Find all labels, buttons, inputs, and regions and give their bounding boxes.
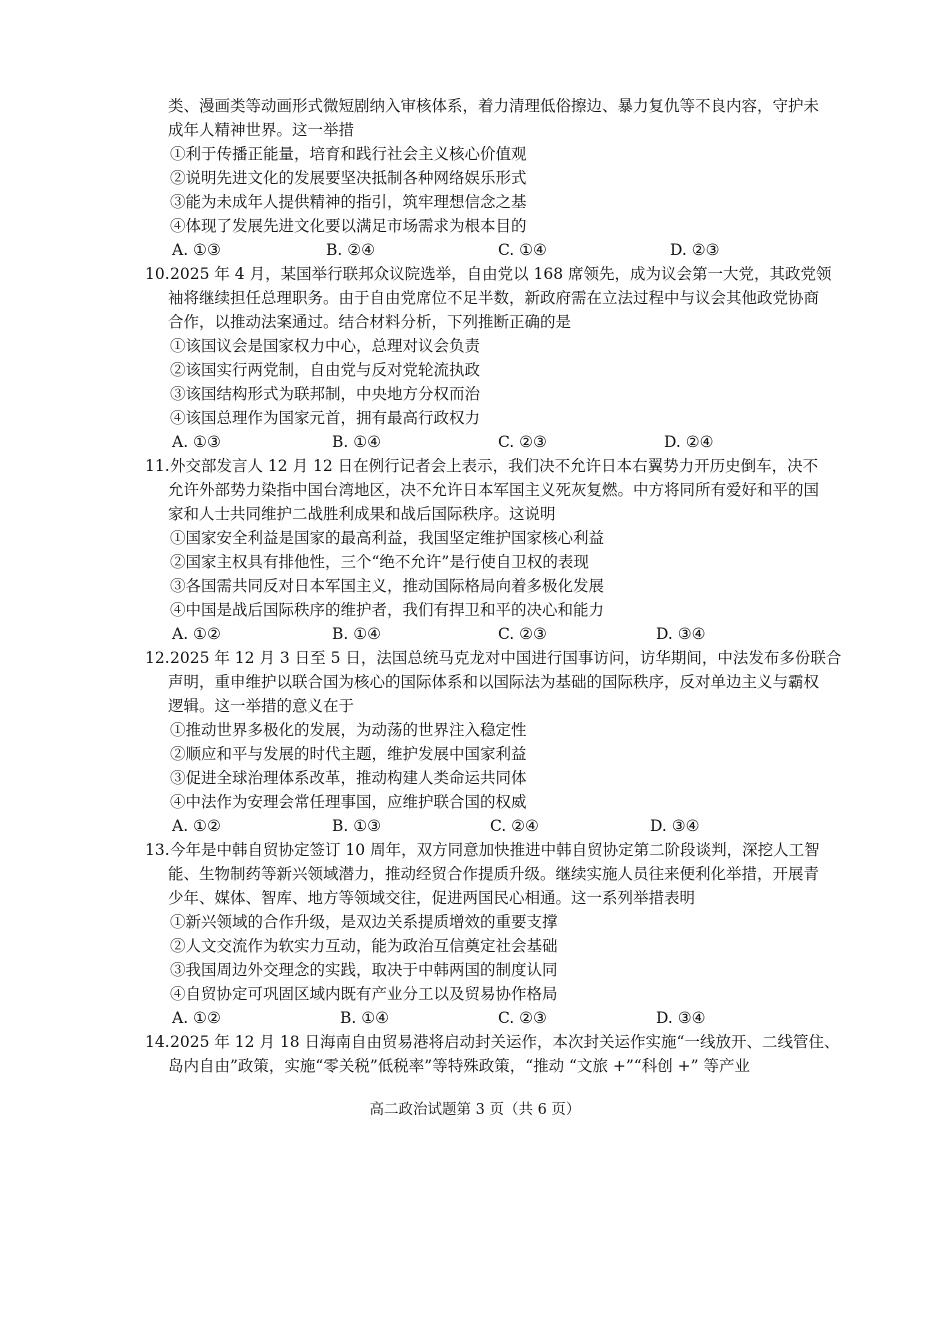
- question-text-line: 允许外部势力染指中国台湾地区，决不允许日本军国主义死灰复燃。中方将同所有爱好和平的国: [168, 481, 820, 499]
- answer-choice-c: C. ②④: [490, 817, 539, 835]
- statement-option: ②国家主权具有排他性，三个“绝不允许”是行使自卫权的表现: [170, 553, 589, 571]
- statement-option: ④该国总理作为国家元首，拥有最高行政权力: [170, 409, 481, 427]
- statement-option: ④体现了发展先进文化要以满足市场需求为根本目的: [170, 217, 527, 235]
- statement-option: ③我国周边外交理念的实践，取决于中韩两国的制度认同: [170, 961, 558, 979]
- question-number: 11.: [145, 457, 170, 475]
- statement-option: ③该国结构形式为联邦制，中央地方分权而治: [170, 385, 481, 403]
- statement-option: ②该国实行两党制，自由党与反对党轮流执政: [170, 361, 481, 379]
- statement-option: ①利于传播正能量，培育和践行社会主义核心价值观: [170, 145, 527, 163]
- question-number: 13.: [145, 841, 170, 859]
- statement-option: ②人文交流作为软实力互动，能为政治互信奠定社会基础: [170, 937, 558, 955]
- answer-choice-d: D. ③④: [656, 1009, 706, 1027]
- answer-choice-c: C. ①④: [498, 241, 547, 259]
- question-text-line: 少年、媒体、智库、地方等领域交往，促进两国民心相通。这一系列举措表明: [168, 889, 696, 907]
- answer-choice-d: D. ②④: [664, 433, 714, 451]
- statement-option: ①推动世界多极化的发展，为动荡的世界注入稳定性: [170, 721, 527, 739]
- answer-choice-c: C. ②③: [498, 1009, 547, 1027]
- answer-choice-b: B. ②④: [326, 241, 376, 259]
- answer-choice-a: A. ①③: [172, 241, 221, 259]
- answer-choice-c: C. ②③: [498, 625, 547, 643]
- question-text-line: 外交部发言人 12 月 12 日在例行记者会上表示，我们决不允许日本右翼势力开历史倒车，决不: [170, 457, 819, 475]
- answer-choice-d: D. ③④: [650, 817, 700, 835]
- answer-choice-b: B. ①④: [332, 625, 382, 643]
- answer-choice-c: C. ②③: [498, 433, 547, 451]
- answer-choice-a: A. ①②: [172, 625, 221, 643]
- statement-option: ③能为未成年人提供精神的指引，筑牢理想信念之基: [170, 193, 527, 211]
- page-footer: 高二政治试题第 3 页（共 6 页）: [369, 1102, 581, 1118]
- question-text-line: 能、生物制药等新兴领域潜力，推动经贸合作提质升级。继续实施人员往来便利化举措，开展青: [168, 865, 820, 883]
- statement-option: ②顺应和平与发展的时代主题，维护发展中国家利益: [170, 745, 527, 763]
- question-number: 14.: [145, 1033, 170, 1051]
- answer-choice-d: D. ②③: [670, 241, 720, 259]
- statement-option: ①国家安全利益是国家的最高利益，我国坚定维护国家核心利益: [170, 529, 605, 547]
- question-text-line: 今年是中韩自贸协定签订 10 周年，双方同意加快推进中韩自贸协定第二阶段谈判，深挖人工智: [170, 841, 820, 859]
- answer-choice-a: A. ①②: [172, 1009, 221, 1027]
- answer-choice-b: B. ①③: [332, 817, 382, 835]
- question-text-line: 成年人精神世界。这一举措: [168, 121, 355, 139]
- answer-choice-d: D. ③④: [656, 625, 706, 643]
- question-text-line: 2025 年 12 月 18 日海南自由贸易港将启动封关运作，本次封关运作实施“一线放开、二线管住、: [170, 1033, 840, 1051]
- statement-option: ④自贸协定可巩固区域内既有产业分工以及贸易协作格局: [170, 985, 558, 1003]
- question-text-line: 2025 年 4 月，某国举行联邦众议院选举，自由党以 168 席领先，成为议会第一大党，其政党领: [170, 265, 832, 283]
- statement-option: ③促进全球治理体系改革，推动构建人类命运共同体: [170, 769, 527, 787]
- statement-option: ④中国是战后国际秩序的维护者，我们有捍卫和平的决心和能力: [170, 601, 605, 619]
- statement-option: ③各国需共同反对日本军国主义，推动国际格局向着多极化发展: [170, 577, 605, 595]
- question-text-line: 合作，以推动法案通过。结合材料分析，下列推断正确的是: [168, 313, 572, 331]
- question-number: 12.: [145, 649, 170, 667]
- answer-choice-a: A. ①③: [172, 433, 221, 451]
- statement-option: ①新兴领域的合作升级，是双边关系提质增效的重要支撑: [170, 913, 558, 931]
- statement-option: ②说明先进文化的发展要坚决抵制各种网络娱乐形式: [170, 169, 527, 187]
- question-text-line: 类、漫画类等动画形式微短剧纳入审核体系，着力清理低俗擦边、暴力复仇等不良内容，守护未: [168, 97, 820, 115]
- question-text-line: 2025 年 12 月 3 日至 5 日，法国总统马克龙对中国进行国事访问，访华期间，中法发布多份联合: [170, 649, 842, 667]
- statement-option: ④中法作为安理会常任理事国，应维护联合国的权威: [170, 793, 527, 811]
- question-text-line: 袖将继续担任总理职务。由于自由党席位不足半数，新政府需在立法过程中与议会其他政党协商: [168, 289, 820, 307]
- statement-option: ①该国议会是国家权力中心，总理对议会负责: [170, 337, 481, 355]
- question-text-line: 岛内自由”政策，实施“零关税”低税率”等特殊政策，“推动 “文旅 +”“科创 +” 等产业: [168, 1057, 751, 1075]
- answer-choice-b: B. ①④: [332, 433, 382, 451]
- question-text-line: 声明，重申维护以联合国为核心的国际体系和以国际法为基础的国际秩序，反对单边主义与霸权: [168, 673, 820, 691]
- question-text-line: 家和人士共同维护二战胜利成果和战后国际秩序。这说明: [168, 505, 556, 523]
- question-text-line: 逻辑。这一举措的意义在于: [168, 697, 355, 715]
- answer-choice-b: B. ①④: [340, 1009, 390, 1027]
- answer-choice-a: A. ①②: [172, 817, 221, 835]
- question-number: 10.: [145, 265, 170, 283]
